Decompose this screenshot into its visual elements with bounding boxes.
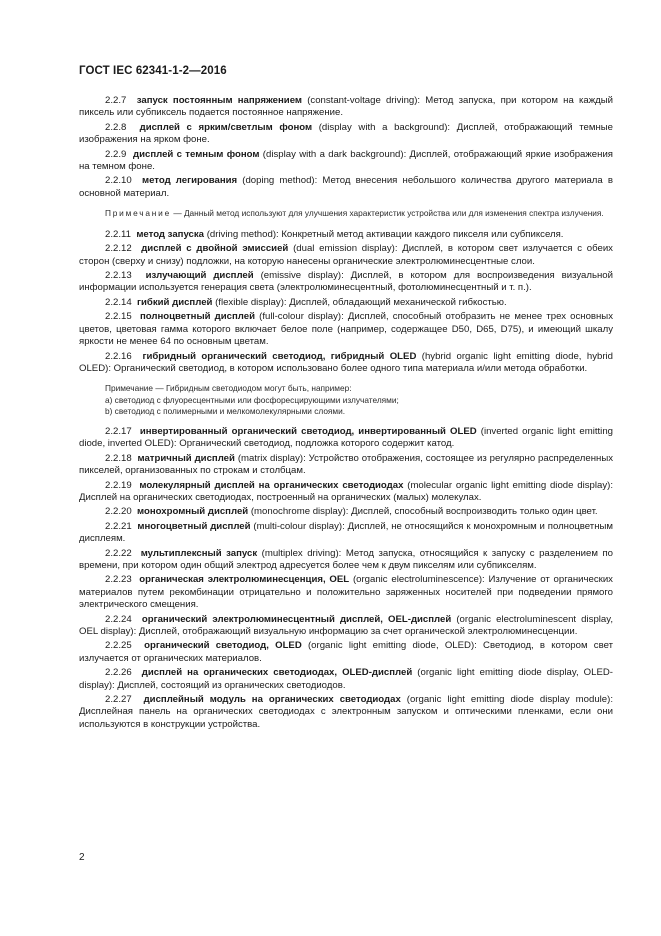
term-entry-2-2-22 — [79, 548, 613, 573]
term-entry-2-2-18 — [79, 453, 613, 478]
entry-definition: (constant-voltage driving): Метод запуска, при котором на каждый пиксель или субпиксель подается постоянное напряжение. — [79, 95, 614, 119]
entry-definition: (full-colour display): Дисплей, способный отобразить не менее трех основных цветов, цветовая гамма которого включает белое поле (например, содержащее D50, D65, D75), и имеющий шкалу яркости не менее 64 по основным цветам. — [79, 311, 613, 348]
entry-term: матричный дисплей — [137, 452, 235, 464]
entry-number: 2.2.7 — [105, 95, 127, 106]
term-entry-2-2-16 — [79, 351, 613, 376]
entry-number: 2.2.10 — [105, 175, 132, 187]
entry-number: 2.2.11 — [105, 228, 131, 240]
entry-definition: (organic light emitting diode display module): Дисплейная панель на органических светодиодах с электронным запуском и оптическими пленками, если они используются в конструкции устройства. — [79, 694, 613, 730]
entry-definition: (hybrid organic light emitting diode, hybrid OLED): Органический светодиод, в котором использовано более одного типа материала и/или метода обработки. — [79, 350, 613, 374]
entry-definition: (driving method): Конкретный метод активации каждого пикселя или субпикселя. — [204, 228, 564, 240]
entry-definition: (organic light emitting diode, OLED): Светодиод, в котором свет излучается от органических материалов. — [79, 640, 613, 664]
note-list-item: b) светодиод с полимерными и мелкомолекулярными слоями. — [105, 405, 346, 416]
entry-term: полноцветный дисплей — [139, 311, 256, 323]
term-entry-2-2-7 — [79, 95, 613, 120]
note-lead: Примечание — [105, 383, 154, 394]
entry-term: метод легирования — [141, 175, 238, 187]
entry-number: 2.2.18 — [105, 452, 132, 464]
term-entry-2-2-9 — [79, 149, 613, 174]
entry-term: излучающий дисплей — [145, 270, 254, 282]
entry-definition: (multiplex driving): Метод запуска, относящийся к запуску с разделением по времени, при котором один общий электрод адресуется более чем к двум пикселям или субпикселям. — [79, 547, 613, 571]
term-entry-2-2-13 — [79, 270, 613, 295]
entry-term: мультиплексный запуск — [140, 547, 258, 559]
entry-number: 2.2.20 — [105, 506, 132, 518]
entry-definition: (flexible display): Дисплей, обладающий механической гибкостью. — [212, 296, 507, 308]
term-entry-2-2-20 — [79, 506, 613, 518]
note-text: — Данный метод используют для улучшения характеристик устройства или для изменения спектра излучения. — [171, 208, 604, 219]
entry-number: 2.2.12 — [105, 243, 132, 255]
entry-definition: (emissive display): Дисплей, в котором для воспроизведения визуальной информации используется генерация света (электролюминесцентный, фотолюминесцентный и т. п.). — [79, 270, 613, 294]
term-entry-2-2-15 — [79, 311, 613, 348]
document-body — [79, 95, 613, 733]
entry-number: 2.2.9 — [105, 148, 127, 160]
entry-definition: (dual emission display): Дисплей, в котором свет излучается с обеих сторон (сверху и снизу) подложки, на которую нанесены органические электролюминесцентные слои. — [79, 243, 613, 267]
entry-term: дисплей с двойной эмиссией — [141, 243, 289, 255]
term-entry-2-2-10 — [79, 175, 613, 200]
entry-definition: (doping method): Метод внесения небольшого количества другого материала в основной материал. — [79, 175, 613, 199]
entry-term: многоцветный дисплей — [137, 520, 251, 532]
term-entry-2-2-14 — [79, 297, 613, 309]
term-entry-2-2-8 — [79, 122, 613, 147]
term-entry-2-2-11 — [79, 229, 613, 241]
entry-number: 2.2.24 — [105, 613, 132, 625]
note-lead: Примечание — [105, 208, 172, 219]
entry-definition: (organic electroluminescence): Излучение от органических материалов путем рекомбинации отрицательно и положительно заряженных носителей при подведении прямого электрического смещения. — [79, 574, 613, 611]
entry-number: 2.2.22 — [105, 547, 132, 559]
entry-term: дисплей с ярким/светлым фоном — [139, 121, 313, 133]
entry-number: 2.2.25 — [105, 640, 132, 652]
document-header: ГОСТ IEC 62341-1-2—2016 — [79, 65, 227, 77]
note-text: — Гибридным светодиодом могут быть, например: — [153, 383, 352, 394]
entry-term: дисплей на органических светодиодах, OLED-дисплей — [141, 667, 413, 679]
term-entry-2-2-19 — [79, 480, 613, 505]
entry-definition: (molecular organic light emitting diode display): Дисплей на органических светодиодах, построенный на органических (малых) молекулах. — [79, 479, 613, 503]
entry-term: органический светодиод, OLED — [144, 640, 302, 652]
entry-term: инвертированный органический светодиод, инвертированный OLED — [139, 425, 477, 437]
entry-definition: (inverted organic light emitting diode, inverted OLED): Органический светодиод, подложка которого содержит катод. — [79, 425, 613, 450]
entry-number: 2.2.19 — [105, 479, 132, 491]
entry-definition: (organic light emitting diode display, OLED-display): Дисплей, состоящий из органических светодиодов. — [79, 667, 613, 691]
entry-number: 2.2.23 — [105, 574, 132, 586]
entry-definition: (organic electroluminescent display, OEL display): Дисплей, отображающий визуальную информацию за счет органической электролюминесценции. — [79, 613, 613, 638]
note-hybrid-oled — [79, 383, 613, 417]
entry-number: 2.2.14 — [105, 296, 132, 308]
entry-definition: (multi-colour display): Дисплей, не относящийся к монохромным и полноцветным дисплеям. — [79, 520, 613, 545]
entry-definition: (display with a dark background): Дисплей, отображающий яркие изображения на темном фоне. — [79, 148, 613, 173]
entry-number: 2.2.16 — [105, 350, 132, 362]
term-entry-2-2-23 — [79, 574, 613, 611]
entry-definition: (matrix display): Устройство отображения, состоящее из регулярно распределенных пикселей, организованных по строкам и столбцам. — [79, 452, 614, 477]
entry-term: дисплей с темным фоном — [133, 148, 260, 160]
entry-number: 2.2.27 — [105, 694, 132, 706]
entry-term: органическая электролюминесценция, OEL — [139, 574, 350, 586]
entry-term: запуск постоянным напряжением — [136, 95, 303, 106]
entry-definition: (display with a background): Дисплей, отображающий темные изображения на ярком фоне. — [79, 121, 613, 146]
term-entry-2-2-17 — [79, 426, 613, 451]
entry-term: метод запуска — [136, 228, 205, 240]
term-entry-2-2-27 — [79, 694, 613, 731]
note-intro — [79, 383, 613, 394]
entry-term: гибкий дисплей — [137, 296, 213, 308]
entry-number: 2.2.13 — [105, 270, 132, 282]
entry-term: органический электролюминесцентный дисплей, OEL-дисплей — [141, 613, 452, 625]
entry-term: монохромный дисплей — [137, 506, 249, 518]
entry-number: 2.2.26 — [105, 667, 132, 679]
entry-term: молекулярный дисплей на органических светодиодах — [139, 479, 404, 491]
entry-number: 2.2.17 — [105, 425, 132, 437]
entry-term: дисплейный модуль на органических светодиодах — [143, 694, 401, 706]
term-entry-2-2-21 — [79, 521, 613, 546]
term-entry-2-2-24 — [79, 614, 613, 639]
entry-definition: (monochrome display): Дисплей, способный воспроизводить только один цвет. — [248, 506, 598, 518]
entry-number: 2.2.15 — [105, 311, 132, 323]
term-entry-2-2-12 — [79, 243, 613, 268]
term-entry-2-2-26 — [79, 667, 613, 692]
entry-term: гибридный органический светодиод, гибридный OLED — [142, 350, 417, 362]
note-list-item: а) светодиод с флуоресцентными или фосфоресцирующими излучателями; — [105, 394, 399, 405]
term-entry-2-2-25 — [79, 640, 613, 665]
note-doping-method — [79, 208, 613, 220]
entry-number: 2.2.21 — [105, 520, 132, 532]
page-number: 2 — [79, 852, 85, 863]
entry-number: 2.2.8 — [105, 121, 127, 133]
